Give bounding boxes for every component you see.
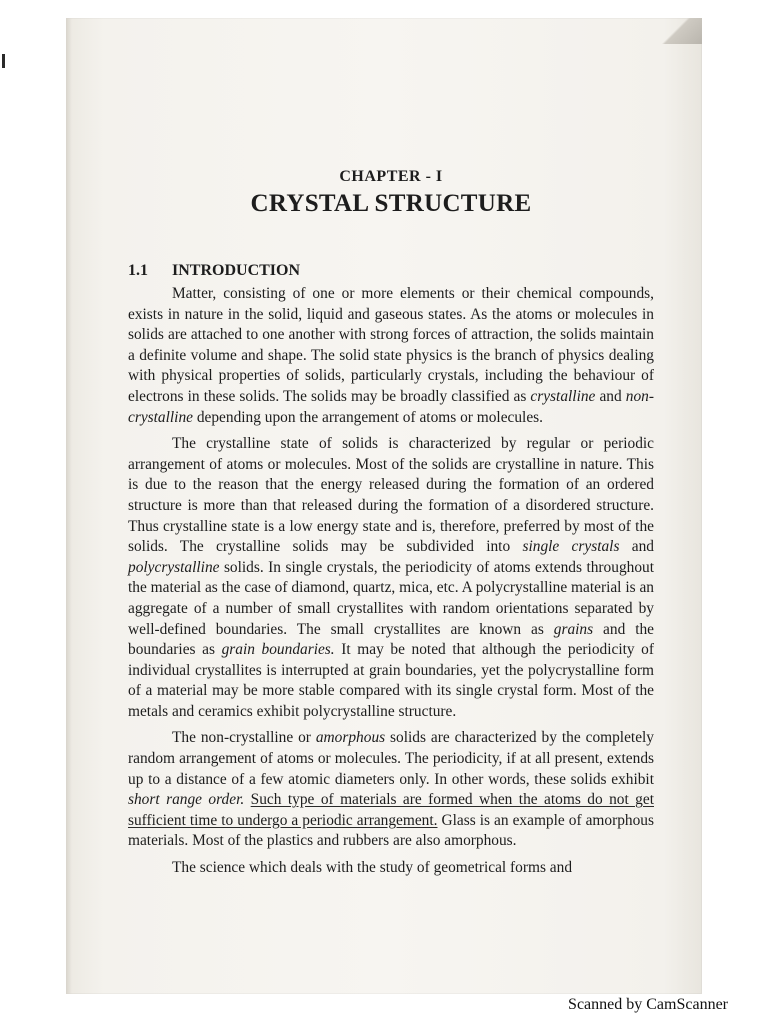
paragraph <box>128 434 654 722</box>
emphasized-term: amorphous <box>315 729 386 747</box>
emphasized-term: grains <box>553 620 594 638</box>
emphasized-term: short range order. <box>128 791 245 809</box>
binding-mark <box>2 54 5 68</box>
emphasized-term: single crystals <box>522 538 620 556</box>
emphasized-term: non-crystalline <box>128 387 654 426</box>
text-run: Matter, consisting of one or more elements or their chemical compounds, exists in nature in the solid, liquid and gaseous states. As the atoms or molecules in solids are attached to one another with strong forces of attraction, the solids maintain a definite volume and shape. The solid state physics is the branch of physics dealing with physical properties of solids, particularly crystals, including the behaviour of electrons in these solids. The solids may be broadly classified as <box>128 285 654 405</box>
text-run: solids are characterized by the completely random arrangement of atoms or molecules. The periodicity, if at all present, extends up to a distance of a few atomic diameters only. In other words, these solids exhibit <box>128 729 654 788</box>
paragraph <box>128 728 654 852</box>
chapter-title: CRYSTAL STRUCTURE <box>250 190 532 217</box>
paragraph <box>128 858 654 879</box>
chapter-label: CHAPTER - I <box>339 168 443 185</box>
text-run: Glass is an example of amorphous materials. Most of the plastics and rubbers are also amorphous. <box>128 811 654 850</box>
section-title: INTRODUCTION <box>172 262 301 279</box>
text-run: and <box>619 538 654 556</box>
emphasized-term: polycrystalline <box>128 558 220 576</box>
body-text <box>128 284 654 879</box>
text-run: It may be noted that although the periodicity of individual crystallites is interrupted at grain boundaries, yet the polycrystalline form of a material may be more stable compared with its single crystal form. Most of the metals and ceramics exhibit polycrystalline structure. <box>128 641 655 720</box>
text-run: and <box>595 387 626 405</box>
section-number: 1.1 <box>128 262 148 279</box>
text-run: solids. In single crystals, the periodicity of atoms extends throughout the material as the case of diamond, quartz, mica, etc. A polycrystalline material is an aggregate of a number of small crystallites with random orientations separated by well-defined boundaries. The small crystallites are known as <box>128 558 654 638</box>
section-heading <box>128 262 654 280</box>
emphasized-term: grain boundaries. <box>221 641 335 659</box>
text-run: The non-crystalline or <box>172 729 316 747</box>
paragraph <box>128 284 654 428</box>
camscanner-watermark: Scanned by CamScanner <box>568 996 728 1013</box>
handwritten-underline: Such type of materials are formed when the atoms do not get sufficient time to undergo a periodic arrangement. <box>128 791 654 829</box>
text-run: The science which deals with the study of geometrical forms and <box>172 859 573 877</box>
text-run: The crystalline state of solids is characterized by regular or periodic arrangement of atoms or molecules. Most of the solids are crystalline in nature. This is due to the reason that the energy released during the formation of an ordered structure is more than that released during the formation of a disordered structure. Thus crystalline state is a low energy state and is, therefore, preferred by most of the solids. The crystalline solids may be subdivided into <box>128 435 654 556</box>
paper-edge-shadow <box>66 18 72 994</box>
folded-corner <box>650 18 702 44</box>
emphasized-term: crystalline <box>530 387 596 405</box>
page-content <box>128 162 654 885</box>
text-run: and the boundaries as <box>128 620 654 659</box>
text-run: depending upon the arrangement of atoms or molecules. <box>192 408 544 426</box>
